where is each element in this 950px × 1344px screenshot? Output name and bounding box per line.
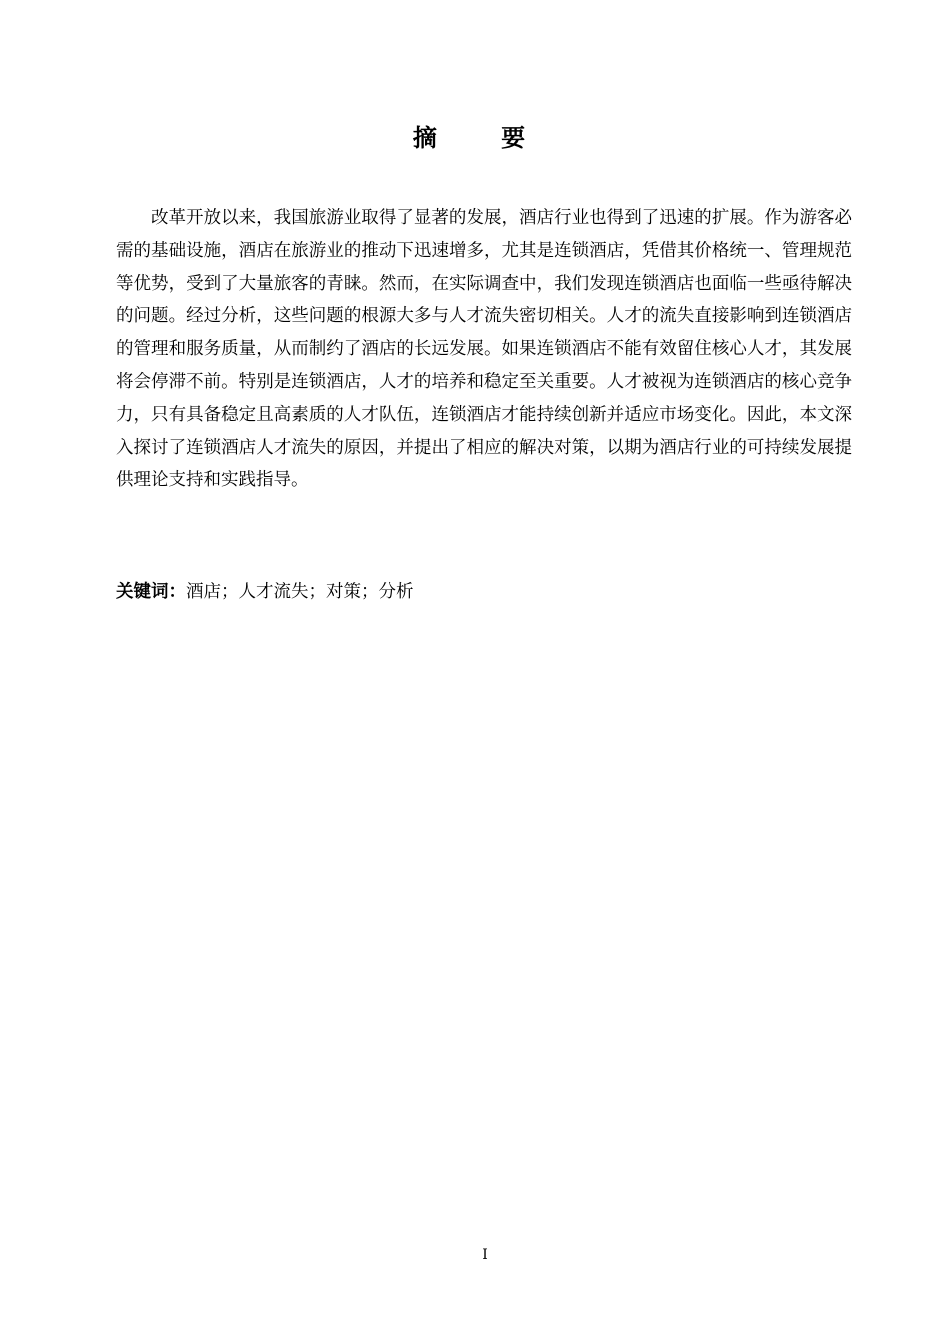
keywords-text: 酒店；人才流失；对策；分析 bbox=[186, 582, 414, 602]
keywords-label: 关键词： bbox=[116, 582, 186, 602]
keywords-line bbox=[116, 578, 852, 606]
page-number: I bbox=[482, 1247, 488, 1263]
abstract-paragraph: 改革开放以来，我国旅游业取得了显著的发展，酒店行业也得到了迅速的扩展。作为游客必需的基础设施，酒店在旅游业的推动下迅速增多，尤其是连锁酒店，凭借其价格统一、管理规范等优势，受到了大量旅客的青睐。然而，在实际调查中，我们发现连锁酒店也面临一些亟待解决的问题。经过分析，这些问题的根源大多与人才流失密切相关。人才的流失直接影响到连锁酒店的管理和服务质量，从而制约了酒店的长远发展。如果连锁酒店不能有效留住核心人才，其发展将会停滞不前。特别是连锁酒店，人才的培养和稳定至关重要。人才被视为连锁酒店的核心竞争力，只有具备稳定且高素质的人才队伍，连锁酒店才能持续创新并适应市场变化。因此，本文深入探讨了连锁酒店人才流失的原因，并提出了相应的解决对策，以期为酒店行业的可持续发展提供理论支持和实践指导。 bbox=[116, 208, 852, 491]
page-title: 摘 要 bbox=[412, 124, 554, 152]
